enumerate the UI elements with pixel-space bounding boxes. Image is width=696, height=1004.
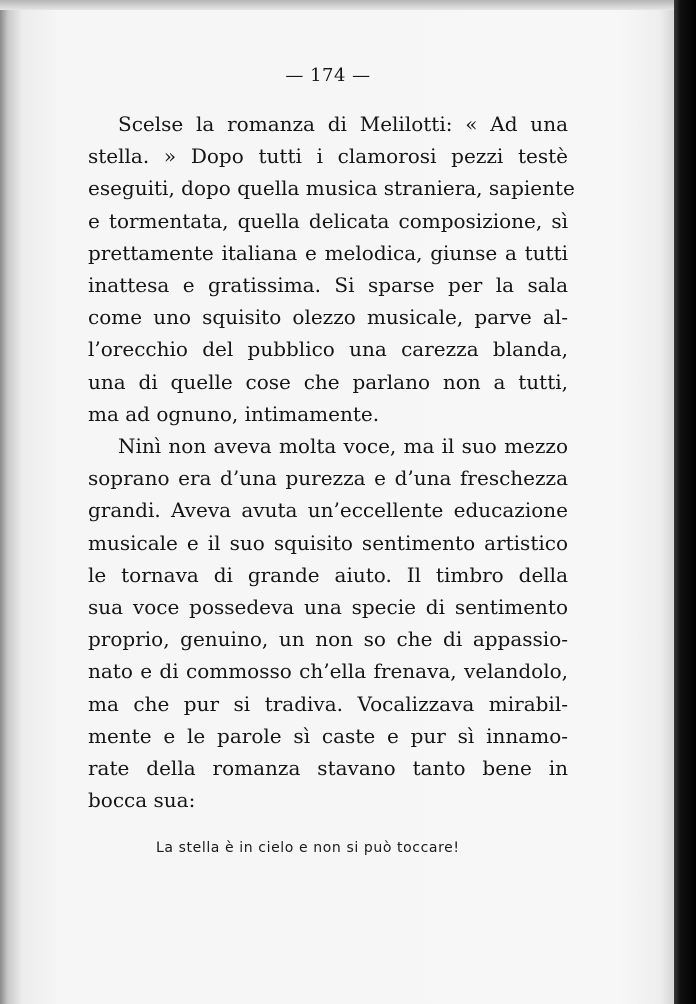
paragraph-2-line-4: musicale e il suo squisito sentimento artistico xyxy=(88,530,568,555)
paragraph-2 xyxy=(88,430,568,816)
paragraph-2-line-11: rate della romanza stavano tanto bene in xyxy=(88,756,568,781)
paragraph-2-line-10: mente e le parole sì caste e pur sì innamo- xyxy=(88,723,568,748)
paragraph-1-line-8: l’orecchio del pubblico una carezza blanda, xyxy=(88,337,568,362)
top-page-shadow xyxy=(0,0,674,10)
paragraph-2-line-1: Ninì non aveva molta voce, ma il suo mezzo xyxy=(118,434,568,459)
paragraph-2-line-8: nato e di commosso ch’ella frenava, velandolo, xyxy=(88,659,568,684)
paragraph-2-line-12: bocca sua: xyxy=(88,788,196,813)
paragraph-1-line-9: una di quelle cose che parlano non a tutti, xyxy=(88,369,568,394)
paragraph-1-line-10: ma ad ognuno, intimamente. xyxy=(88,401,380,426)
page-number: — 174 — xyxy=(285,65,371,86)
paragraph-2-line-9: ma che pur si tradiva. Vocalizzava mirabil- xyxy=(88,691,568,716)
book-page xyxy=(88,62,575,858)
paragraph-1-line-6: inattesa e gratissima. Si sparse per la sala xyxy=(88,273,568,298)
paragraph-1-line-4: e tormentata, quella delicata composizione, sì xyxy=(88,208,568,233)
paragraph-1-line-1: Scelse la romanza di Melilotti: « Ad una xyxy=(118,112,568,136)
paragraph-1-line-5: prettamente italiana e melodica, giunse a tutti xyxy=(88,240,568,265)
paragraph-2-line-2: soprano era d’una purezza e d’una freschezza xyxy=(88,466,568,491)
paragraph-1 xyxy=(88,108,575,430)
paragraph-2-line-6: sua voce possedeva una specie di sentimento xyxy=(88,595,568,620)
paragraph-2-line-3: grandi. Aveva avuta un’eccellente educazione xyxy=(88,498,568,523)
right-binding-edge xyxy=(674,0,696,1004)
song-quote: La stella è in cielo e non si può toccare! xyxy=(156,840,460,857)
paragraph-2-line-5: le tornava di grande aiuto. Il timbro della xyxy=(88,562,568,587)
paragraph-2-line-7: proprio, genuino, un non so che di appassio- xyxy=(88,627,568,652)
paragraph-1-line-2: stella. » Dopo tutti i clamorosi pezzi testè xyxy=(88,144,568,169)
paragraph-1-line-7: come uno squisito olezzo musicale, parve al- xyxy=(88,305,568,330)
paragraph-1-line-3: eseguiti, dopo quella musica straniera, sapiente xyxy=(88,176,575,201)
